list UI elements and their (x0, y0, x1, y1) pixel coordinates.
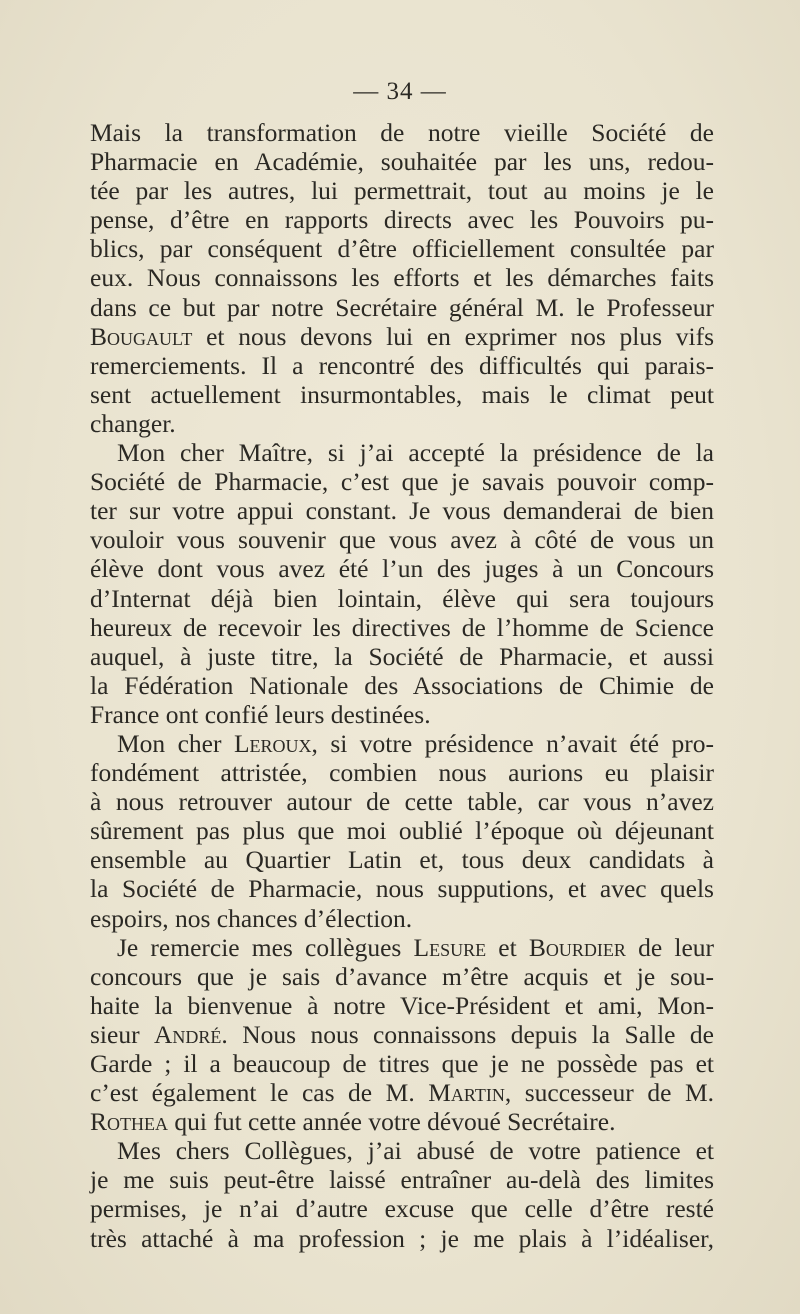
text-line (90, 584, 714, 613)
text-run: Mon cher (117, 728, 234, 758)
text-line (90, 787, 714, 816)
text-line (90, 700, 714, 729)
text-run: Mais la transformation de notre vieille Société de (90, 118, 714, 147)
text-run: , si votre présidence n’avait été pro- (311, 728, 714, 758)
text-line (90, 933, 714, 962)
text-run: et nous devons lui en exprimer nos plus vifs (192, 321, 714, 351)
text-run: la Société de Pharmacie, nous supputions, et avec quels (90, 874, 714, 904)
text-run: eux. Nous connaissons les efforts et les démarches faits (90, 263, 714, 293)
text-run: auquel, à juste titre, la Société de Pharmacie, et aussi (90, 641, 714, 671)
text-line (90, 1107, 714, 1136)
person-name: André (153, 1019, 222, 1049)
text-run: sieur (90, 1019, 154, 1049)
text-run: changer. (90, 408, 176, 438)
text-run: ter sur votre appui constant. Je vous demanderai de bien (90, 496, 714, 526)
text-line (90, 438, 714, 467)
text-line (90, 729, 714, 758)
text-run: la Fédération Nationale des Associations de Chimie de (90, 670, 714, 700)
text-line (90, 263, 714, 292)
text-run: , successeur de M. (504, 1078, 714, 1108)
text-run: à nous retrouver autour de cette table, car vous n’avez (90, 787, 714, 817)
page-number: — 34 — (353, 78, 447, 105)
text-run: remerciements. Il a rencontré des difficultés qui parais- (90, 350, 714, 380)
text-run: d’Internat déjà bien lointain, élève qui sera toujours (90, 583, 714, 613)
text-run: haite la bienvenue à notre Vice-Président et ami, Mon- (90, 990, 714, 1020)
text-run: fondément attristée, combien nous aurions eu plaisir (90, 758, 714, 788)
text-run: très attaché à ma profession ; je me plais à l’idéaliser, (90, 1223, 714, 1253)
text-line (90, 496, 714, 525)
text-run: ensemble au Quartier Latin et, tous deux candidats à (90, 845, 714, 875)
text-line (90, 613, 714, 642)
text-run: Société de Pharmacie, c’est que je savais pouvoir comp- (90, 467, 714, 497)
text-line (90, 991, 714, 1020)
text-run: dans ce but par notre Secrétaire général M. le Professeur (90, 292, 714, 322)
person-name: Lesure (413, 932, 487, 962)
text-line (90, 147, 714, 176)
text-line (90, 1136, 714, 1165)
text-run: je me suis peut-être laissé entraîner au-delà des limites (90, 1165, 714, 1195)
text-line (90, 962, 714, 991)
text-run: c’est également le cas de M. (90, 1078, 429, 1108)
text-line (90, 1224, 714, 1253)
text-run: Mon cher Maître, si j’ai accepté la présidence de la (117, 438, 714, 468)
text-line (90, 176, 714, 205)
text-line (90, 642, 714, 671)
text-run: sûrement pas plus que moi oublié l’époque où déjeunant (90, 816, 714, 846)
text-line (90, 904, 714, 933)
text-run: permises, je n’ai d’autre excuse que celle d’être resté (90, 1194, 714, 1224)
text-run: tée par les autres, lui permettrait, tout au moins je le (90, 176, 714, 206)
text-line (90, 554, 714, 583)
text-line (90, 467, 714, 496)
text-line (90, 234, 714, 263)
text-run: Mes chers Collègues, j’ai abusé de votre patience et (117, 1136, 714, 1166)
text-run: élève dont vous avez été l’un des juges à un Concours (90, 554, 714, 584)
text-run: et (486, 932, 529, 962)
text-run: Je remercie mes collègues (117, 932, 414, 962)
text-line (90, 874, 714, 903)
text-run: de leur (625, 932, 715, 962)
text-run: blics, par conséquent d’être officiellement consultée par (90, 234, 714, 264)
text-line (90, 525, 714, 554)
text-run: . Nous nous connaissons depuis la Salle de (221, 1019, 714, 1049)
text-line (90, 816, 714, 845)
text-run: France ont confié leurs destinées. (90, 699, 431, 729)
text-line (90, 322, 714, 351)
text-line (90, 293, 714, 322)
text-line (90, 1020, 714, 1049)
text-line (90, 845, 714, 874)
text-run: Pharmacie en Académie, souhaitée par les uns, redou- (90, 147, 714, 177)
body-text (90, 118, 714, 1253)
text-run: espoirs, nos chances d’élection. (90, 903, 413, 933)
person-name: Rothea (90, 1107, 168, 1137)
text-line (90, 1194, 714, 1223)
person-name: Bourdier (528, 932, 626, 962)
text-line (90, 1165, 714, 1194)
text-line (90, 758, 714, 787)
text-line (90, 205, 714, 234)
person-name: Leroux (233, 728, 312, 758)
text-run: heureux de recevoir les directives de l’homme de Science (90, 612, 714, 642)
text-line (90, 351, 714, 380)
text-run: qui fut cette année votre dévoué Secrétaire. (168, 1107, 616, 1137)
text-line (90, 1049, 714, 1078)
text-line (90, 380, 714, 409)
text-line (90, 409, 714, 438)
text-line (90, 118, 714, 147)
text-run: vouloir vous souvenir que vous avez à côté de vous un (90, 525, 714, 555)
text-line (90, 1078, 714, 1107)
person-name: Bougault (90, 321, 193, 351)
text-run: Garde ; il a beaucoup de titres que je ne possède pas et (90, 1049, 714, 1078)
text-run: sent actuellement insurmontables, mais le climat peut (90, 379, 714, 409)
person-name: Martin (428, 1078, 505, 1108)
text-run: concours que je sais d’avance m’être acquis et je sou- (90, 961, 714, 991)
text-run: pense, d’être en rapports directs avec les Pouvoirs pu- (90, 205, 714, 235)
text-line (90, 671, 714, 700)
